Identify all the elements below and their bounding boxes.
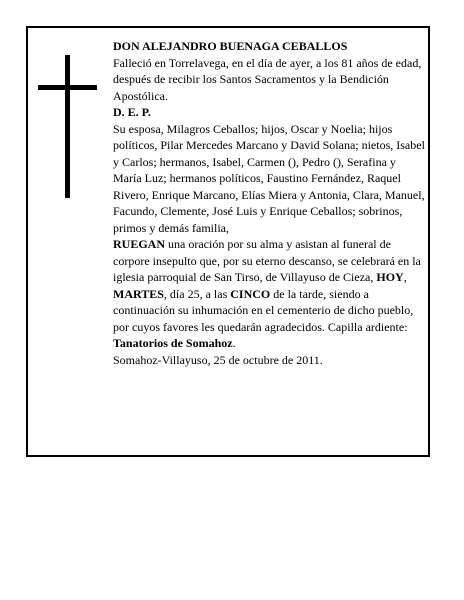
cross-horizontal-bar <box>38 85 97 90</box>
request-text-1: una oración por su alma y asistan al funeral de corpore insepulto que, por su eterno descanso, se celebrará en la iglesia parroquial de San Tirso, de Villayuso de Cieza, <box>113 237 421 284</box>
hoy-label: HOY <box>376 270 404 284</box>
request-text-2: , día 25, a las <box>163 286 231 301</box>
rest-in-peace: D. E. P. <box>113 105 151 119</box>
funeral-request <box>113 236 425 352</box>
cinco-label: CINCO <box>230 286 271 301</box>
death-announcement: Falleció en Torrelavega, en el día de ayer, a los 81 años de edad, después de recibir los Santos Sacramentos y la Bendición Apostólica. <box>113 55 422 103</box>
request-comma: , <box>403 270 407 284</box>
family-list: Su esposa, Milagros Ceballos; hijos, Oscar y Noelia; hijos políticos, Pilar Mercedes Marcano y David Solana; nietos, Isabel y Carlos; hermanos, Isabel, Carmen (), Pedro (), Serafina y María Luz; hermanos políticos, Faustino Fernández, Raquel Rivero, Enrique Marcano, Elías Miera y Antonia, Clara, Manuel, Facundo, Clemente, José Luis y Enrique Ceballos; sobrinos, primos y demás familia, <box>113 121 425 235</box>
request-end: . <box>232 336 236 350</box>
deceased-name: DON ALEJANDRO BUENAGA CEBALLOS <box>113 39 348 53</box>
request-text-3: de la tarde, siendo a continuación su inhumación en el cementerio de dicho pueblo, por cuyos favores les quedarán agradecidos. Capilla ardiente: <box>113 286 414 334</box>
ruegan-label: RUEGAN <box>113 237 166 251</box>
cross-vertical-bar <box>65 55 70 198</box>
venue-name: Tanatorios de Somahoz <box>113 336 233 350</box>
obituary-text <box>113 38 425 368</box>
martes-label: MARTES <box>113 286 164 301</box>
place-date: Somahoz-Villayuso, 25 de octubre de 2011. <box>113 352 323 367</box>
